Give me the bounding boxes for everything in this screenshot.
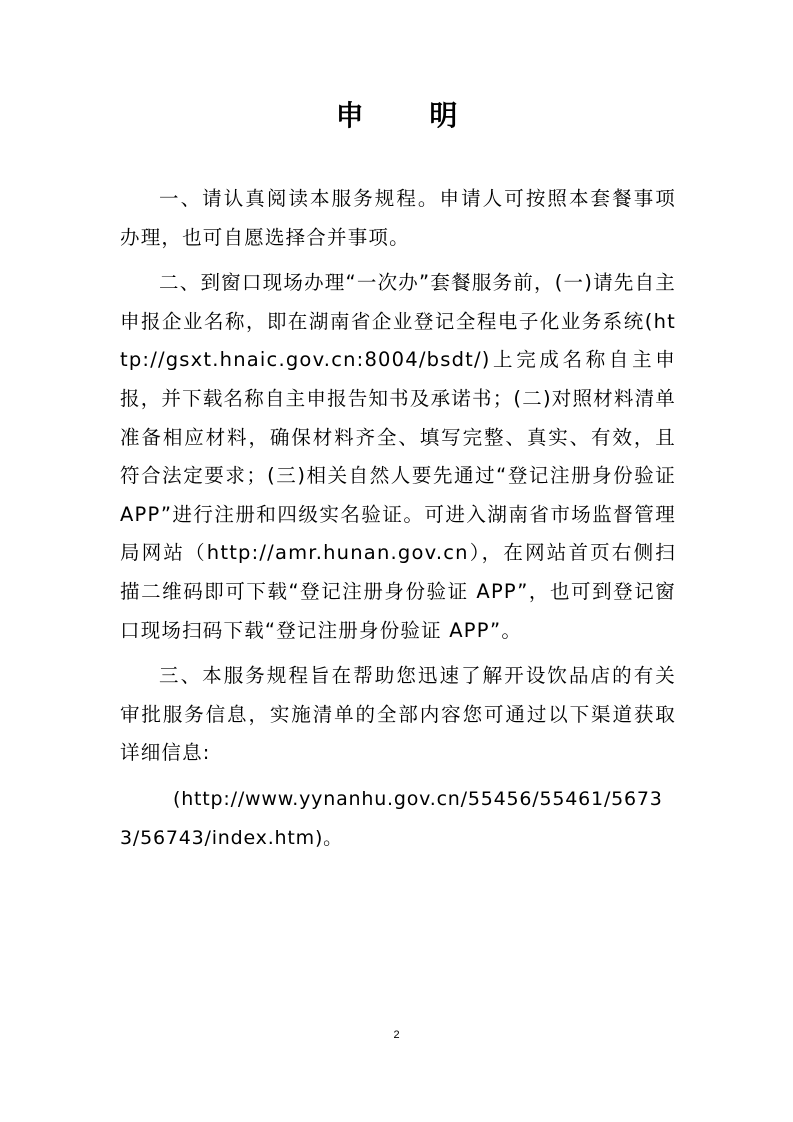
paragraph-2: 二、到窗口现场办理“一次办”套餐服务前，(一)请先自主申报企业名称，即在湖南省企业登记全程电子化业务系统(http://gsxt.hnaic.gov.cn:8004/bsdt/)上完成名称自主申报，并下载名称自主申报告知书及承诺书；(二)对照材料清单准备相应材料，确保材料齐全、填写完整、真实、有效，且符合法定要求；(三)相关自然人要先通过“登记注册身份验证 APP”进行注册和四级实名验证。可进入湖南省市场监督管理局网站（http://amr.hunan.gov.cn），在网站首页右侧扫描二维码即可下载“登记注册身份验证 APP”，也可到登记窗口现场扫码下载“登记注册身份验证 APP”。 [120,271,676,642]
page-title: 申 明 [335,99,486,132]
source-url-line: (http://www.yynanhu.gov.cn/55456/55461/56733/56743/index.htm)。 [120,787,663,849]
paragraph-1: 一、请认真阅读本服务规程。申请人可按照本套餐事项办理，也可自愿选择合并事项。 [120,187,676,249]
document-body [120,180,676,857]
page-number: 2 [393,1029,400,1041]
paragraph-3: 三、本服务规程旨在帮助您迅速了解开设饮品店的有关审批服务信息，实施清单的全部内容您可通过以下渠道获取详细信息: [120,664,676,765]
